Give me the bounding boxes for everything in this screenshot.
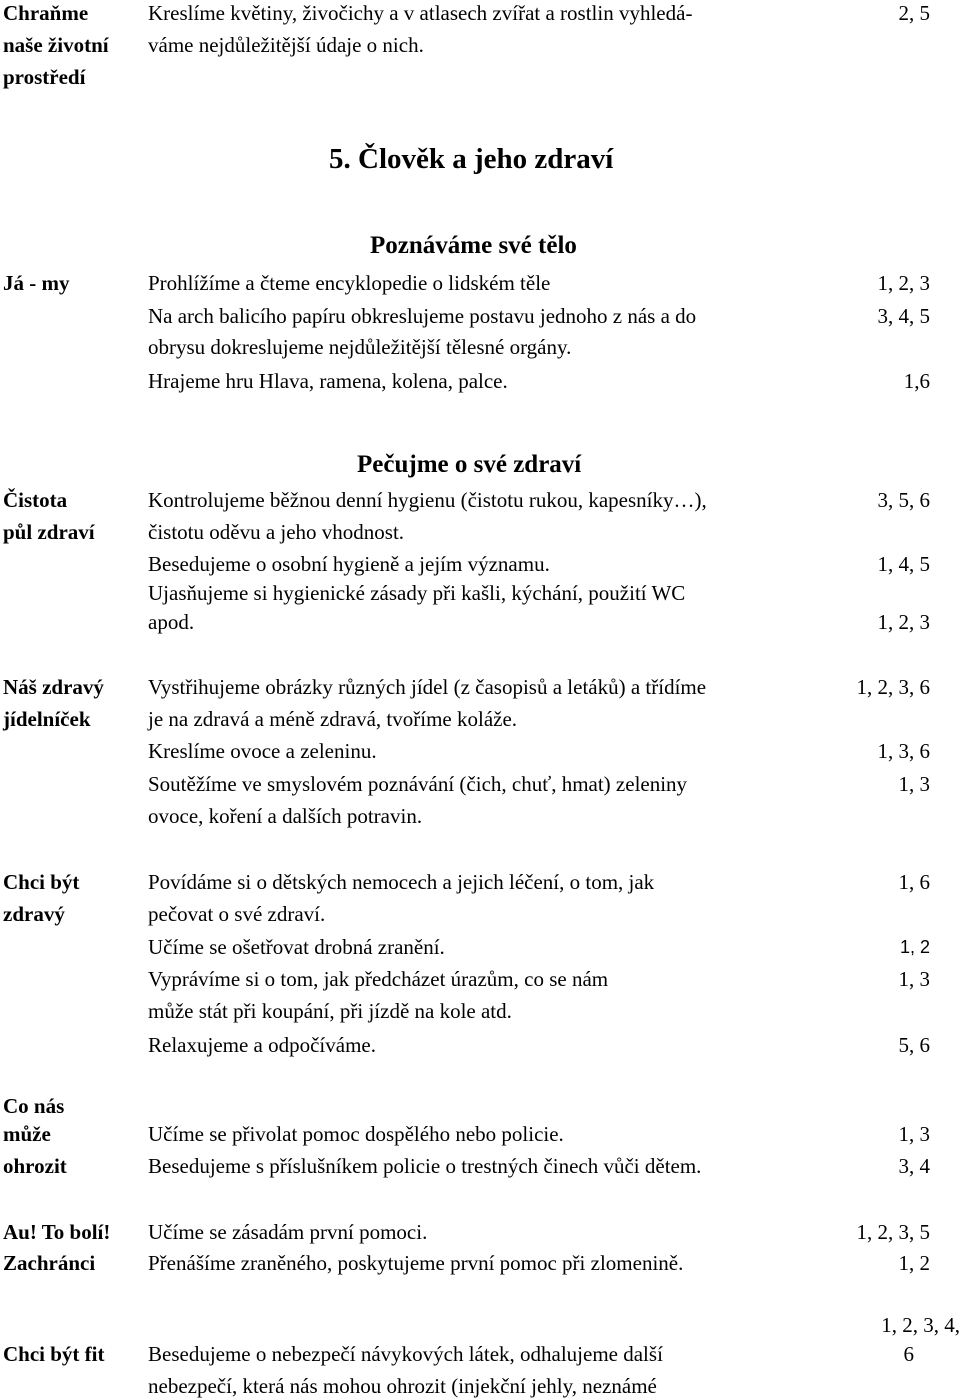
activity-number: 1, 4, 5	[877, 552, 930, 576]
activity-text: apod.	[148, 610, 195, 634]
intro-label-line-3: prostředí	[3, 65, 86, 89]
activity-number: 3, 4	[898, 1154, 930, 1178]
activity-number: 1, 2, 3, 6	[856, 675, 930, 699]
activity-text: Vyprávíme si o tom, jak předcházet úrazům, co se nám	[148, 967, 609, 991]
activity-text: obrysu dokreslujeme nejdůležitější tělesné orgány.	[148, 335, 572, 359]
activity-text: Hrajeme hru Hlava, ramena, kolena, palce.	[148, 369, 508, 393]
activity-text: Prohlížíme a čteme encyklopedie o lidském těle	[148, 271, 551, 295]
activity-text: je na zdravá a méně zdravá, tvoříme koláže.	[148, 707, 518, 731]
activity-number: 1, 3	[898, 967, 930, 991]
intro-text-line-2: váme nejdůležitější údaje o nich.	[148, 33, 424, 57]
activity-text: Kontrolujeme běžnou denní hygienu (čistotu rukou, kapesníky…),	[148, 488, 707, 512]
activity-number: 1, 3	[898, 772, 930, 796]
activity-text: Besedujeme o nebezpečí návykových látek, odhalujeme další	[148, 1342, 663, 1366]
activity-text: Učíme se přivolat pomoc dospělého nebo policie.	[148, 1122, 564, 1146]
topic-label-cistota-line-2: půl zdraví	[3, 520, 95, 544]
chapter-heading: 5. Člověk a jeho zdraví	[329, 143, 614, 175]
topic-label-ja-my: Já - my	[3, 271, 70, 295]
intro-label-line-2: naše životní	[3, 33, 109, 57]
section-title-poznavame: Poznáváme své tělo	[370, 232, 577, 259]
topic-label-ohrozit-line-1: Co nás	[3, 1094, 65, 1118]
activity-number: 1, 2	[898, 1251, 930, 1275]
activity-text: ovoce, koření a dalších potravin.	[148, 804, 423, 828]
activity-text: Soutěžíme ve smyslovém poznávání (čich, chuť, hmat) zeleniny	[148, 772, 688, 796]
activity-text: Ujasňujeme si hygienické zásady při kašli, kýchání, použití WC	[148, 581, 686, 605]
section-title-pecujme: Pečujme o své zdraví	[357, 451, 582, 478]
activity-number: 1, 2, 3	[877, 610, 930, 634]
activity-text: Učíme se ošetřovat drobná zranění.	[148, 935, 445, 959]
activity-number: 1, 3	[898, 1122, 930, 1146]
activity-number: 1, 2	[899, 937, 930, 957]
activity-number-line-1: 1, 2, 3, 4,	[881, 1313, 960, 1337]
topic-label-zdravy-line-1: Chci být	[3, 870, 80, 894]
topic-label-jidelnicek-line-2: jídelníček	[3, 707, 91, 731]
activity-text: Povídáme si o dětských nemocech a jejich léčení, o tom, jak	[148, 870, 655, 894]
activity-number: 1,6	[903, 369, 930, 393]
intro-activity-number: 2, 5	[898, 1, 930, 25]
activity-number: 1, 2, 3	[877, 271, 930, 295]
topic-label-chci-byt-fit: Chci být fit	[3, 1342, 105, 1366]
activity-number-line-2: 6	[903, 1342, 914, 1366]
topic-label-ohrozit-line-3: ohrozit	[3, 1154, 67, 1178]
topic-label-au-to-boli: Au! To bolí!	[3, 1220, 111, 1244]
activity-number: 1, 6	[898, 870, 930, 894]
activity-text: Kreslíme ovoce a zeleninu.	[148, 739, 377, 763]
topic-label-cistota-line-1: Čistota	[3, 488, 68, 512]
intro-label-line-1: Chraňme	[3, 1, 89, 25]
topic-label-zdravy-line-2: zdravý	[3, 902, 65, 926]
topic-label-ohrozit-line-2: může	[3, 1122, 51, 1146]
intro-text-line-1: Kreslíme květiny, živočichy a v atlasech zvířat a rostlin vyhledá-	[148, 1, 693, 25]
activity-text: Přenášíme zraněného, poskytujeme první pomoc při zlomenině.	[148, 1251, 684, 1275]
topic-label-jidelnicek-line-1: Náš zdravý	[3, 675, 104, 699]
activity-number: 1, 2, 3, 5	[856, 1220, 930, 1244]
activity-text: Besedujeme o osobní hygieně a jejím významu.	[148, 552, 550, 576]
activity-text: čistotu oděvu a jeho vhodnost.	[148, 520, 405, 544]
activity-text: nebezpečí, která nás mohou ohrozit (injekční jehly, neznámé	[148, 1374, 657, 1398]
activity-text: Besedujeme s příslušníkem policie o trestných činech vůči dětem.	[148, 1154, 702, 1178]
topic-label-zachranci: Zachránci	[3, 1251, 96, 1275]
activity-text: Na arch balicího papíru obkreslujeme postavu jednoho z nás a do	[148, 304, 697, 328]
activity-text: Vystřihujeme obrázky různých jídel (z časopisů a letáků) a třídíme	[148, 675, 707, 699]
activity-text: pečovat o své zdraví.	[148, 902, 326, 926]
activity-text: může stát při koupání, při jízdě na kole atd.	[148, 999, 512, 1023]
activity-number: 3, 4, 5	[877, 304, 930, 328]
activity-text: Učíme se zásadám první pomoci.	[148, 1220, 428, 1244]
activity-number: 1, 3, 6	[877, 739, 930, 763]
activity-text: Relaxujeme a odpočíváme.	[148, 1033, 376, 1057]
activity-number: 5, 6	[898, 1033, 930, 1057]
activity-number: 3, 5, 6	[877, 488, 930, 512]
